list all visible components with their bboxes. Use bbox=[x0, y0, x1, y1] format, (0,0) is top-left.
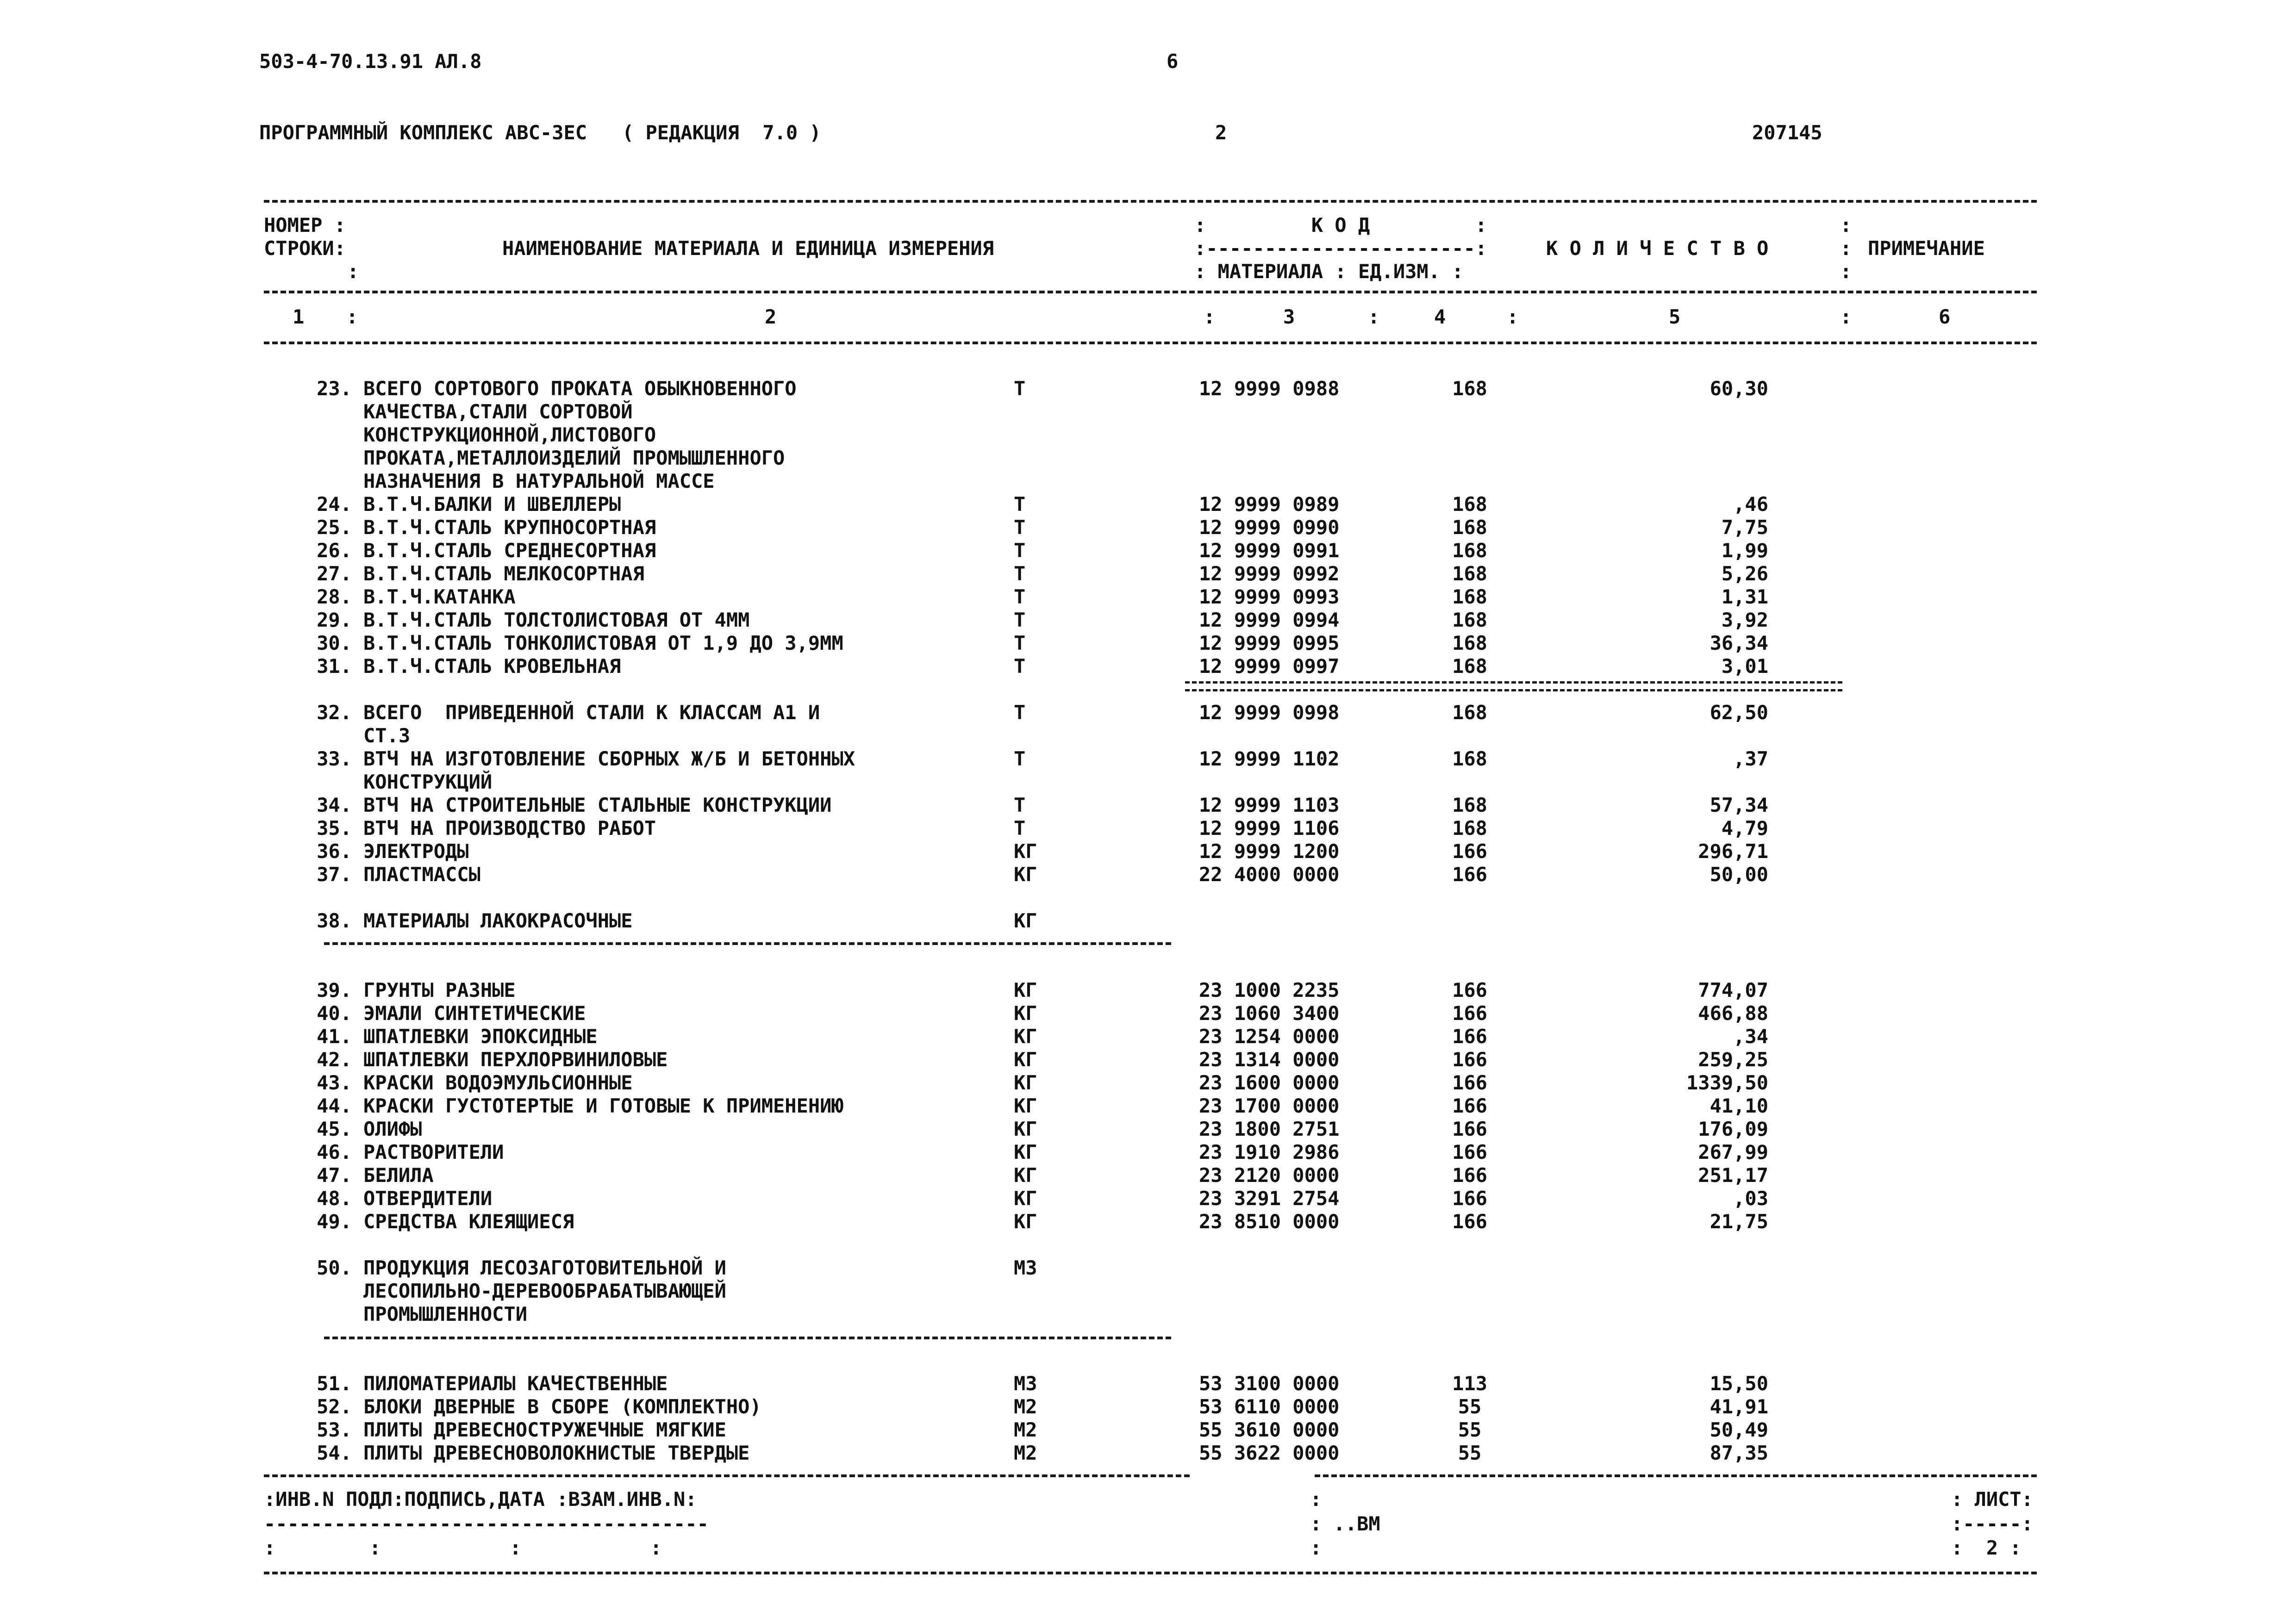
material-code: 53 3100 0000 bbox=[1199, 1372, 1340, 1395]
row-number: 36. bbox=[317, 840, 352, 863]
material-code: 23 1254 0000 bbox=[1199, 1025, 1340, 1048]
material-name: ГРУНТЫ РАЗНЫЕ bbox=[363, 979, 516, 1001]
material-name: ВСЕГО СОРТОВОГО ПРОКАТА ОБЫКНОВЕННОГО bbox=[363, 377, 797, 400]
unit: КГ bbox=[1014, 1071, 1037, 1094]
material-name: БЕЛИЛА bbox=[363, 1164, 434, 1187]
unit-code: 168 bbox=[1452, 609, 1487, 631]
row-number: 29. bbox=[317, 609, 352, 631]
row-number: 27. bbox=[317, 562, 352, 585]
unit-code: 55 bbox=[1458, 1442, 1482, 1464]
footer-bottom-rule bbox=[264, 1572, 2037, 1574]
material-name: ЭЛЕКТРОДЫ bbox=[363, 840, 469, 863]
sheet-marker: 2 bbox=[1215, 121, 1227, 144]
material-name: ШПАТЛЕВКИ ЭПОКСИДНЫЕ bbox=[363, 1025, 598, 1048]
row-number: 52. bbox=[317, 1395, 352, 1418]
row-number: 31. bbox=[317, 655, 352, 678]
material-name: В.Т.Ч.БАЛКИ И ШВЕЛЛЕРЫ bbox=[363, 493, 621, 516]
material-name: СРЕДСТВА КЛЕЯЩИЕСЯ bbox=[363, 1210, 574, 1233]
code-header-line2: :-----------------------: bbox=[1194, 237, 1487, 260]
footer-top-rule-right bbox=[1315, 1474, 2037, 1477]
material-name: ПИЛОМАТЕРИАЛЫ КАЧЕСТВЕННЫЕ bbox=[363, 1372, 668, 1395]
row-number-header-line3: : bbox=[347, 260, 359, 283]
unit: Т bbox=[1014, 377, 1026, 400]
material-name: КРАСКИ ВОДОЭМУЛЬСИОННЫЕ bbox=[363, 1071, 633, 1094]
material-code: 12 9999 1200 bbox=[1199, 840, 1340, 863]
quantity: 87,35 bbox=[1710, 1442, 1768, 1464]
unit: КГ bbox=[1014, 1025, 1037, 1048]
material-name: КРАСКИ ГУСТОТЕРТЫЕ И ГОТОВЫЕ К ПРИМЕНЕНИЮ bbox=[363, 1094, 843, 1117]
material-code: 23 1910 2986 bbox=[1199, 1141, 1340, 1163]
row-number: 34. bbox=[317, 794, 352, 816]
material-name: В.Т.Ч.СТАЛЬ КРОВЕЛЬНАЯ bbox=[363, 655, 621, 678]
unit-code: 168 bbox=[1452, 701, 1487, 724]
material-name: БЛОКИ ДВЕРНЫЕ В СБОРЕ (КОМПЛЕКТНО) bbox=[363, 1395, 761, 1418]
material-name: ПЛИТЫ ДРЕВЕСНОВОЛОКНИСТЫЕ ТВЕРДЫЕ bbox=[363, 1442, 750, 1464]
column-separator: : bbox=[1204, 305, 1216, 328]
row-number: 49. bbox=[317, 1210, 352, 1233]
row-number: 39. bbox=[317, 979, 352, 1001]
unit-code: 113 bbox=[1452, 1372, 1487, 1395]
footer-mid-separator: : bbox=[1310, 1488, 1322, 1511]
unit-code: 168 bbox=[1452, 539, 1487, 562]
material-code: 12 9999 0998 bbox=[1199, 701, 1340, 724]
material-name: ЭМАЛИ СИНТЕТИЧЕСКИЕ bbox=[363, 1002, 586, 1025]
unit-code: 166 bbox=[1452, 1141, 1487, 1163]
unit: М2 bbox=[1014, 1395, 1037, 1418]
quantity-separator-line1: : bbox=[1840, 214, 1852, 236]
material-name: КОНСТРУКЦИЙ bbox=[363, 771, 493, 793]
column-number-2: 2 bbox=[765, 305, 777, 328]
document-code: 503-4-70.13.91 АЛ.8 bbox=[259, 50, 482, 73]
quantity: 41,91 bbox=[1710, 1395, 1768, 1418]
unit: КГ bbox=[1014, 979, 1037, 1001]
row-number: 23. bbox=[317, 377, 352, 400]
unit-code: 168 bbox=[1452, 562, 1487, 585]
row-number: 54. bbox=[317, 1442, 352, 1464]
sheet-number: : 2 : bbox=[1951, 1536, 2021, 1559]
quantity-separator-line3: : bbox=[1840, 260, 1852, 283]
material-code: 12 9999 0997 bbox=[1199, 655, 1340, 678]
unit-code: 168 bbox=[1452, 655, 1487, 678]
unit: КГ bbox=[1014, 840, 1037, 863]
column-number-1: 1 bbox=[293, 305, 305, 328]
total-double-rule bbox=[1185, 681, 1842, 691]
material-name: В.Т.Ч.СТАЛЬ МЕЛКОСОРТНАЯ bbox=[363, 562, 644, 585]
quantity: ,34 bbox=[1733, 1025, 1768, 1048]
page-number: 6 bbox=[1167, 50, 1179, 73]
quantity: 62,50 bbox=[1710, 701, 1768, 724]
row-number: 42. bbox=[317, 1048, 352, 1071]
unit: Т bbox=[1014, 493, 1026, 516]
quantity: 1,99 bbox=[1721, 539, 1768, 562]
unit: Т bbox=[1014, 632, 1026, 654]
code-header-line3: : МАТЕРИАЛА : ЕД.ИЗМ. : bbox=[1194, 260, 1464, 283]
code-header-line1: : К О Д : bbox=[1194, 214, 1487, 236]
quantity: 1339,50 bbox=[1686, 1071, 1768, 1094]
material-name: ШПАТЛЕВКИ ПЕРХЛОРВИНИЛОВЫЕ bbox=[363, 1048, 668, 1071]
material-name: ВСЕГО ПРИВЕДЕННОЙ СТАЛИ К КЛАССАМ А1 И bbox=[363, 701, 820, 724]
unit: М3 bbox=[1014, 1372, 1037, 1395]
material-code: 12 9999 0995 bbox=[1199, 632, 1340, 654]
row-number: 40. bbox=[317, 1002, 352, 1025]
unit: Т bbox=[1014, 701, 1026, 724]
quantity: 60,30 bbox=[1710, 377, 1768, 400]
unit: Т bbox=[1014, 585, 1026, 608]
column-number-4: 4 bbox=[1434, 305, 1446, 328]
header-top-rule bbox=[264, 200, 2037, 203]
unit-code: 168 bbox=[1452, 377, 1487, 400]
document-number: 207145 bbox=[1752, 121, 1822, 144]
quantity: 36,34 bbox=[1710, 632, 1768, 654]
unit: Т bbox=[1014, 747, 1026, 770]
column-number-6: 6 bbox=[1939, 305, 1951, 328]
quantity: 1,31 bbox=[1721, 585, 1768, 608]
row-number: 53. bbox=[317, 1418, 352, 1441]
material-name: В.Т.Ч.КАТАНКА bbox=[363, 585, 516, 608]
unit: М2 bbox=[1014, 1442, 1037, 1464]
material-code: 12 9999 0991 bbox=[1199, 539, 1340, 562]
unit-code: 168 bbox=[1452, 516, 1487, 539]
material-name: ВТЧ НА ИЗГОТОВЛЕНИЕ СБОРНЫХ Ж/Б И БЕТОННЫХ bbox=[363, 747, 855, 770]
footer-mid-separator: : bbox=[1310, 1536, 1322, 1559]
unit-code: 166 bbox=[1452, 1187, 1487, 1210]
footer-mid-mark: : ..ВМ bbox=[1310, 1512, 1380, 1535]
unit-code: 168 bbox=[1452, 632, 1487, 654]
material-name: ПРОДУКЦИЯ ЛЕСОЗАГОТОВИТЕЛЬНОЙ И bbox=[363, 1256, 726, 1279]
material-code: 12 9999 1106 bbox=[1199, 817, 1340, 839]
material-name: ОЛИФЫ bbox=[363, 1118, 422, 1140]
row-number: 28. bbox=[317, 585, 352, 608]
quantity: 466,88 bbox=[1698, 1002, 1768, 1025]
unit: КГ bbox=[1014, 1164, 1037, 1187]
unit-code: 166 bbox=[1452, 1094, 1487, 1117]
row-number: 25. bbox=[317, 516, 352, 539]
material-code: 23 8510 0000 bbox=[1199, 1210, 1340, 1233]
quantity: 267,99 bbox=[1698, 1141, 1768, 1163]
material-code: 23 1600 0000 bbox=[1199, 1071, 1340, 1094]
row-number: 33. bbox=[317, 747, 352, 770]
unit-code: 166 bbox=[1452, 863, 1487, 886]
material-code: 55 3622 0000 bbox=[1199, 1442, 1340, 1464]
material-name: КАЧЕСТВА,СТАЛИ СОРТОВОЙ bbox=[363, 400, 633, 423]
unit: Т bbox=[1014, 539, 1026, 562]
stamp-rule: -------------------------------------- bbox=[264, 1512, 709, 1535]
unit-code: 166 bbox=[1452, 1025, 1487, 1048]
row-number: 35. bbox=[317, 817, 352, 839]
quantity: 57,34 bbox=[1710, 794, 1768, 816]
material-name: РАСТВОРИТЕЛИ bbox=[363, 1141, 504, 1163]
material-name: ВТЧ НА СТРОИТЕЛЬНЫЕ СТАЛЬНЫЕ КОНСТРУКЦИИ bbox=[363, 794, 832, 816]
material-code: 23 1800 2751 bbox=[1199, 1118, 1340, 1140]
quantity: 41,10 bbox=[1710, 1094, 1768, 1117]
material-code: 12 9999 0988 bbox=[1199, 377, 1340, 400]
material-name: В.Т.Ч.СТАЛЬ КРУПНОСОРТНАЯ bbox=[363, 516, 656, 539]
unit-code: 168 bbox=[1452, 794, 1487, 816]
material-name: МАТЕРИАЛЫ ЛАКОКРАСОЧНЫЕ bbox=[363, 909, 633, 932]
group-rule-paints bbox=[324, 942, 1171, 945]
column-separator: : bbox=[1840, 305, 1852, 328]
unit: КГ bbox=[1014, 1187, 1037, 1210]
unit-code: 166 bbox=[1452, 1118, 1487, 1140]
unit-code: 166 bbox=[1452, 1002, 1487, 1025]
program-title: ПРОГРАММНЫЙ КОМПЛЕКС АВС-ЗЕС ( РЕДАКЦИЯ 7.0 ) bbox=[259, 121, 821, 144]
row-number: 43. bbox=[317, 1071, 352, 1094]
row-number: 30. bbox=[317, 632, 352, 654]
unit: КГ bbox=[1014, 1118, 1037, 1140]
material-name: В.Т.Ч.СТАЛЬ ТОЛСТОЛИСТОВАЯ ОТ 4ММ bbox=[363, 609, 750, 631]
group-rule-wood bbox=[324, 1337, 1171, 1339]
unit: КГ bbox=[1014, 1141, 1037, 1163]
material-name: НАЗНАЧЕНИЯ В НАТУРАЛЬНОЙ МАССЕ bbox=[363, 470, 715, 492]
material-name: В.Т.Ч.СТАЛЬ ТОНКОЛИСТОВАЯ ОТ 1,9 ДО 3,9ММ bbox=[363, 632, 843, 654]
note-header: ПРИМЕЧАНИЕ bbox=[1868, 237, 1985, 260]
row-number-header-line2: СТРОКИ: bbox=[264, 237, 346, 260]
unit: М3 bbox=[1014, 1256, 1037, 1279]
row-number: 26. bbox=[317, 539, 352, 562]
material-name: КОНСТРУКЦИОННОЙ,ЛИСТОВОГО bbox=[363, 423, 656, 446]
quantity: 7,75 bbox=[1721, 516, 1768, 539]
row-number: 44. bbox=[317, 1094, 352, 1117]
material-code: 12 9999 1102 bbox=[1199, 747, 1340, 770]
column-number-3: 3 bbox=[1283, 305, 1295, 328]
quantity: 5,26 bbox=[1721, 562, 1768, 585]
row-number: 47. bbox=[317, 1164, 352, 1187]
material-code: 12 9999 0994 bbox=[1199, 609, 1340, 631]
material-code: 55 3610 0000 bbox=[1199, 1418, 1340, 1441]
quantity: 4,79 bbox=[1721, 817, 1768, 839]
unit: М2 bbox=[1014, 1418, 1037, 1441]
stamp-fields: : : : : bbox=[264, 1536, 662, 1559]
unit: Т bbox=[1014, 609, 1026, 631]
quantity: 3,92 bbox=[1721, 609, 1768, 631]
header-bottom-rule bbox=[264, 342, 2037, 344]
material-code: 23 1000 2235 bbox=[1199, 979, 1340, 1001]
quantity: 50,49 bbox=[1710, 1418, 1768, 1441]
stamp-header: :ИНВ.N ПОДЛ:ПОДПИСЬ,ДАТА :ВЗАМ.ИНВ.N: bbox=[264, 1488, 697, 1511]
footer-top-rule-left bbox=[264, 1474, 1190, 1477]
material-code: 12 9999 0992 bbox=[1199, 562, 1340, 585]
quantity: 15,50 bbox=[1710, 1372, 1768, 1395]
material-name: ОТВЕРДИТЕЛИ bbox=[363, 1187, 493, 1210]
material-name: СТ.3 bbox=[363, 724, 411, 747]
unit-code: 55 bbox=[1458, 1395, 1482, 1418]
quantity: ,46 bbox=[1733, 493, 1768, 516]
quantity: 3,01 bbox=[1721, 655, 1768, 678]
row-number: 32. bbox=[317, 701, 352, 724]
quantity: 259,25 bbox=[1698, 1048, 1768, 1071]
sheet-label: : ЛИСТ: bbox=[1951, 1488, 2034, 1511]
unit: Т bbox=[1014, 817, 1026, 839]
unit-code: 166 bbox=[1452, 1164, 1487, 1187]
sheet-rule: :-----: bbox=[1951, 1512, 2034, 1535]
quantity: 50,00 bbox=[1710, 863, 1768, 886]
unit: Т bbox=[1014, 655, 1026, 678]
row-number: 48. bbox=[317, 1187, 352, 1210]
row-number: 45. bbox=[317, 1118, 352, 1140]
unit-code: 166 bbox=[1452, 1210, 1487, 1233]
row-number: 51. bbox=[317, 1372, 352, 1395]
material-code: 23 2120 0000 bbox=[1199, 1164, 1340, 1187]
unit-code: 166 bbox=[1452, 1048, 1487, 1071]
column-number-5: 5 bbox=[1669, 305, 1681, 328]
column-separator: : bbox=[1368, 305, 1380, 328]
material-name: ПРОМЫШЛЕННОСТИ bbox=[363, 1303, 528, 1325]
quantity: 296,71 bbox=[1698, 840, 1768, 863]
unit-code: 168 bbox=[1452, 493, 1487, 516]
quantity: 21,75 bbox=[1710, 1210, 1768, 1233]
material-code: 12 9999 1103 bbox=[1199, 794, 1340, 816]
row-number: 37. bbox=[317, 863, 352, 886]
row-number: 24. bbox=[317, 493, 352, 516]
material-name: В.Т.Ч.СТАЛЬ СРЕДНЕСОРТНАЯ bbox=[363, 539, 656, 562]
quantity: 176,09 bbox=[1698, 1118, 1768, 1140]
material-code: 12 9999 0993 bbox=[1199, 585, 1340, 608]
unit-code: 166 bbox=[1452, 979, 1487, 1001]
material-code: 12 9999 0990 bbox=[1199, 516, 1340, 539]
column-separator: : bbox=[346, 305, 358, 328]
unit-code: 168 bbox=[1452, 817, 1487, 839]
material-code: 12 9999 0989 bbox=[1199, 493, 1340, 516]
unit-code: 168 bbox=[1452, 585, 1487, 608]
unit-code: 168 bbox=[1452, 747, 1487, 770]
material-code: 23 1060 3400 bbox=[1199, 1002, 1340, 1025]
column-separator: : bbox=[1507, 305, 1519, 328]
material-name: ПРОКАТА,МЕТАЛЛОИЗДЕЛИЙ ПРОМЫШЛЕННОГО bbox=[363, 447, 785, 469]
unit: КГ bbox=[1014, 1094, 1037, 1117]
unit: КГ bbox=[1014, 1210, 1037, 1233]
row-number: 46. bbox=[317, 1141, 352, 1163]
material-name-header: НАИМЕНОВАНИЕ МАТЕРИАЛА И ЕДИНИЦА ИЗМЕРЕНИЯ bbox=[502, 237, 994, 260]
unit: КГ bbox=[1014, 1002, 1037, 1025]
material-code: 53 6110 0000 bbox=[1199, 1395, 1340, 1418]
unit: Т bbox=[1014, 562, 1026, 585]
quantity-header: К О Л И Ч Е С Т В О bbox=[1546, 237, 1769, 260]
header-mid-rule bbox=[264, 291, 2037, 293]
material-code: 23 1700 0000 bbox=[1199, 1094, 1340, 1117]
material-code: 23 1314 0000 bbox=[1199, 1048, 1340, 1071]
unit: Т bbox=[1014, 516, 1026, 539]
unit-code: 55 bbox=[1458, 1418, 1482, 1441]
unit-code: 166 bbox=[1452, 1071, 1487, 1094]
material-code: 23 3291 2754 bbox=[1199, 1187, 1340, 1210]
unit: КГ bbox=[1014, 1048, 1037, 1071]
material-name: ПЛИТЫ ДРЕВЕСНОСТРУЖЕЧНЫЕ МЯГКИЕ bbox=[363, 1418, 726, 1441]
material-name: ЛЕСОПИЛЬНО-ДЕРЕВООБРАБАТЫВАЮЩЕЙ bbox=[363, 1280, 726, 1302]
quantity-separator-line2: : bbox=[1840, 237, 1852, 260]
row-number: 41. bbox=[317, 1025, 352, 1048]
row-number: 38. bbox=[317, 909, 352, 932]
unit-code: 166 bbox=[1452, 840, 1487, 863]
row-number: 50. bbox=[317, 1256, 352, 1279]
unit: КГ bbox=[1014, 863, 1037, 886]
material-name: ПЛАСТМАССЫ bbox=[363, 863, 480, 886]
quantity: 251,17 bbox=[1698, 1164, 1768, 1187]
unit: Т bbox=[1014, 794, 1026, 816]
material-name: ВТЧ НА ПРОИЗВОДСТВО РАБОТ bbox=[363, 817, 656, 839]
unit: КГ bbox=[1014, 909, 1037, 932]
quantity: ,03 bbox=[1733, 1187, 1768, 1210]
quantity: 774,07 bbox=[1698, 979, 1768, 1001]
material-code: 22 4000 0000 bbox=[1199, 863, 1340, 886]
quantity: ,37 bbox=[1733, 747, 1768, 770]
row-number-header-line1: НОМЕР : bbox=[264, 214, 346, 236]
